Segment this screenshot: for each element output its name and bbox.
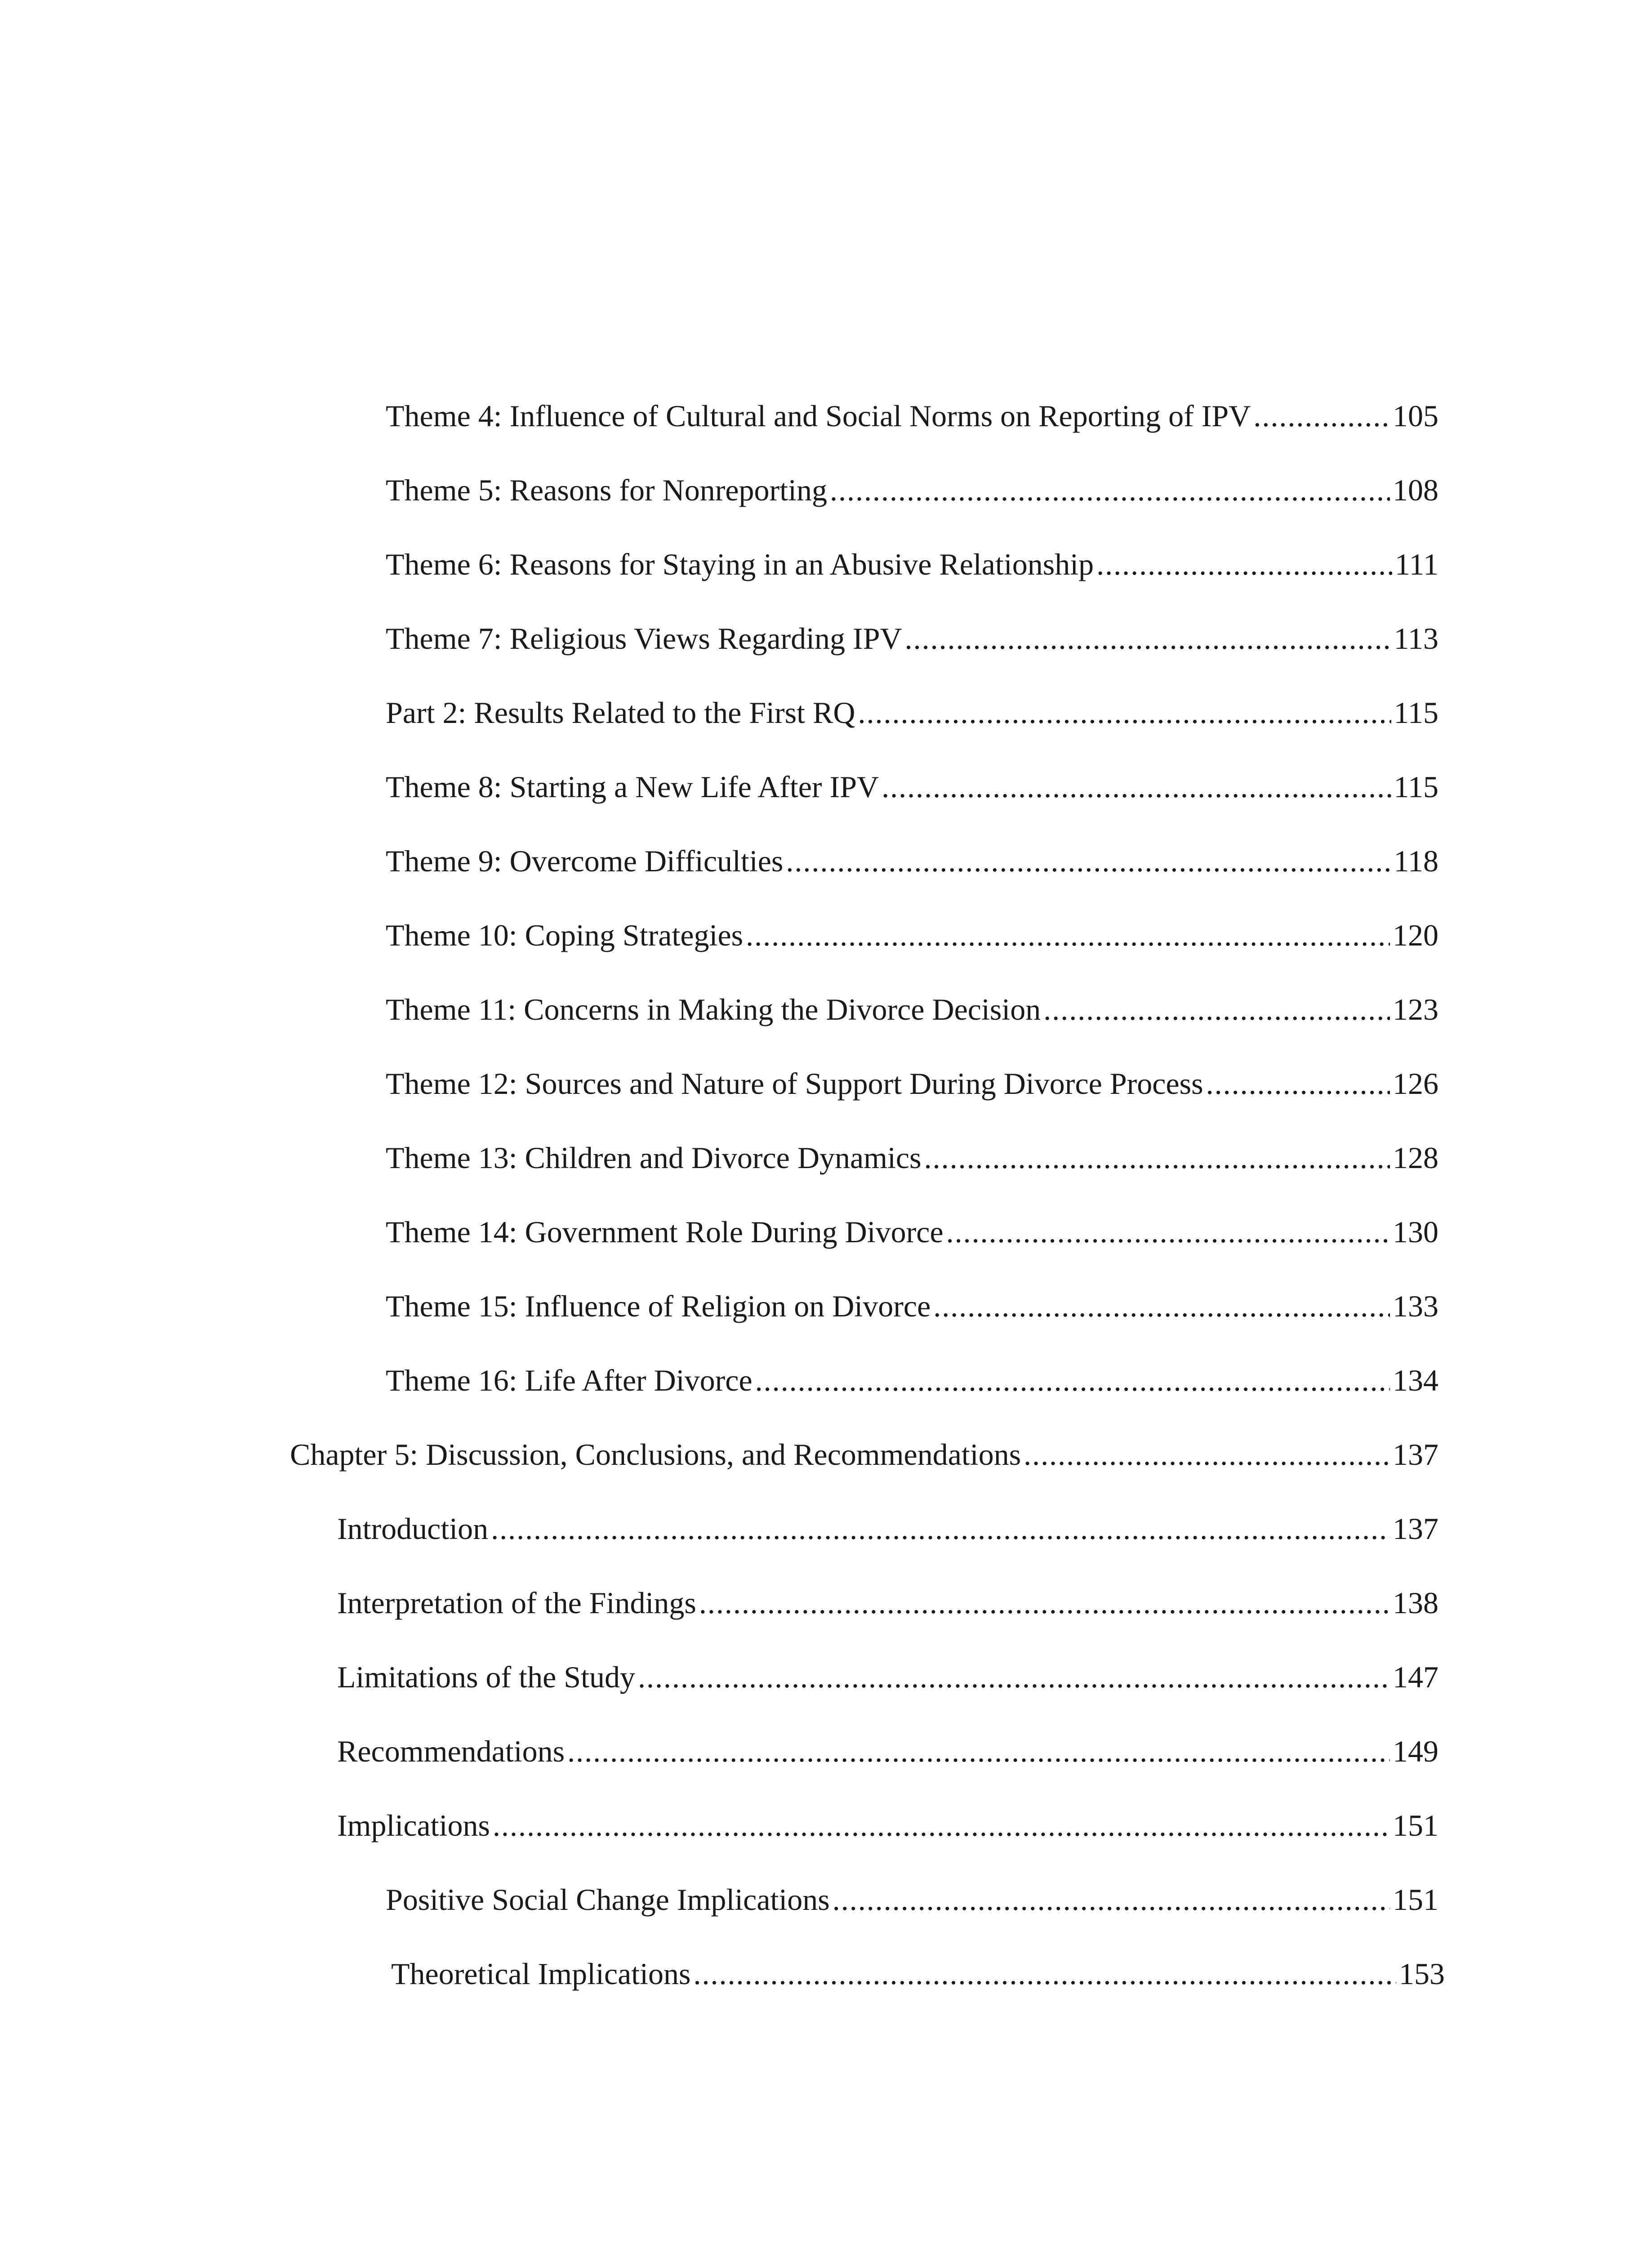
dot-leader bbox=[1206, 1063, 1390, 1104]
toc-entry-page: 123 bbox=[1393, 992, 1438, 1026]
toc-entry-title: Theme 7: Religious Views Regarding IPV bbox=[386, 621, 902, 656]
toc-entry-title: Recommendations bbox=[337, 1734, 565, 1768]
dot-leader bbox=[638, 1657, 1390, 1697]
toc-entry-page: 120 bbox=[1393, 918, 1438, 952]
toc-entry-theme-7[interactable] bbox=[386, 618, 1438, 659]
toc-entry-theme-5[interactable] bbox=[386, 470, 1438, 510]
dot-leader bbox=[567, 1731, 1390, 1771]
toc-entry-page: 115 bbox=[1394, 770, 1438, 804]
toc-entry-theme-12[interactable] bbox=[386, 1063, 1438, 1104]
toc-entry-theme-4[interactable] bbox=[386, 396, 1438, 436]
toc-entry-theme-10[interactable] bbox=[386, 915, 1438, 955]
dot-leader bbox=[882, 767, 1391, 807]
toc-entry-page: 128 bbox=[1393, 1141, 1438, 1175]
toc-entry-limitations[interactable] bbox=[337, 1657, 1438, 1697]
dot-leader bbox=[858, 692, 1391, 733]
toc-entry-implications[interactable] bbox=[337, 1805, 1438, 1846]
toc-entry-page: 130 bbox=[1393, 1215, 1438, 1249]
toc-entry-title: Theme 16: Life After Divorce bbox=[386, 1363, 753, 1397]
toc-entry-page: 113 bbox=[1394, 621, 1438, 656]
toc-entry-positive-social-change[interactable] bbox=[386, 1879, 1438, 1920]
toc-entry-title: Interpretation of the Findings bbox=[337, 1586, 696, 1620]
dot-leader bbox=[1253, 396, 1390, 436]
toc-entry-title: Theme 9: Overcome Difficulties bbox=[386, 844, 784, 878]
toc-entry-theme-8[interactable] bbox=[386, 767, 1438, 807]
toc-entry-page: 149 bbox=[1393, 1734, 1438, 1768]
toc-entry-page: 118 bbox=[1394, 844, 1438, 878]
toc-entry-title: Introduction bbox=[337, 1512, 489, 1546]
dot-leader bbox=[933, 1286, 1390, 1326]
toc-entry-title: Theme 5: Reasons for Nonreporting bbox=[386, 473, 827, 507]
toc-entry-title: Chapter 5: Discussion, Conclusions, and Recommendations bbox=[290, 1437, 1021, 1472]
toc-entry-title: Theme 8: Starting a New Life After IPV bbox=[386, 770, 879, 804]
toc-entry-page: 138 bbox=[1393, 1586, 1438, 1620]
dot-leader bbox=[1043, 989, 1390, 1030]
dot-leader bbox=[830, 470, 1390, 510]
toc-entry-title: Theme 12: Sources and Nature of Support During Divorce Process bbox=[386, 1066, 1203, 1101]
toc-entry-title: Theme 15: Influence of Religion on Divorce bbox=[386, 1289, 931, 1323]
toc-entry-title: Theme 6: Reasons for Staying in an Abusive Relationship bbox=[386, 547, 1094, 581]
dot-leader bbox=[1096, 544, 1392, 584]
toc-entry-title: Theme 14: Government Role During Divorce bbox=[386, 1215, 944, 1249]
toc-entry-title: Limitations of the Study bbox=[337, 1660, 635, 1694]
toc-entry-title: Positive Social Change Implications bbox=[386, 1882, 830, 1917]
dot-leader bbox=[924, 1137, 1390, 1178]
toc-entry-chapter-5[interactable] bbox=[290, 1434, 1438, 1475]
dot-leader bbox=[746, 915, 1390, 955]
toc-entry-theoretical-implications[interactable] bbox=[391, 1954, 1445, 1994]
toc-entry-theme-16[interactable] bbox=[386, 1360, 1438, 1401]
toc-entry-title: Part 2: Results Related to the First RQ bbox=[386, 696, 855, 730]
dot-leader bbox=[694, 1954, 1396, 1994]
toc-entry-title: Theme 13: Children and Divorce Dynamics bbox=[386, 1141, 922, 1175]
toc-entry-title: Implications bbox=[337, 1808, 490, 1842]
toc-entry-title: Theoretical Implications bbox=[391, 1957, 691, 1991]
toc-entry-page: 108 bbox=[1393, 473, 1438, 507]
dot-leader bbox=[786, 841, 1391, 881]
toc-entry-page: 137 bbox=[1393, 1512, 1438, 1546]
toc-entry-page: 111 bbox=[1395, 547, 1438, 581]
toc-entry-theme-9[interactable] bbox=[386, 841, 1438, 881]
toc-entry-theme-6[interactable] bbox=[386, 544, 1438, 584]
dot-leader bbox=[493, 1805, 1390, 1846]
toc-entry-title: Theme 4: Influence of Cultural and Social Norms on Reporting of IPV bbox=[386, 399, 1251, 433]
dot-leader bbox=[491, 1508, 1390, 1549]
dot-leader bbox=[1024, 1434, 1390, 1475]
dot-leader bbox=[905, 618, 1391, 659]
toc-entry-interpretation[interactable] bbox=[337, 1583, 1438, 1623]
toc-entry-page: 134 bbox=[1393, 1363, 1438, 1397]
toc-entry-page: 126 bbox=[1393, 1066, 1438, 1101]
toc-entry-page: 137 bbox=[1393, 1437, 1438, 1472]
toc-entry-page: 133 bbox=[1393, 1289, 1438, 1323]
toc-entry-page: 115 bbox=[1394, 696, 1438, 730]
toc-entry-theme-14[interactable] bbox=[386, 1212, 1438, 1252]
toc-entry-title: Theme 10: Coping Strategies bbox=[386, 918, 744, 952]
dot-leader bbox=[833, 1879, 1390, 1920]
toc-entry-page: 147 bbox=[1393, 1660, 1438, 1694]
toc-entry-theme-11[interactable] bbox=[386, 989, 1438, 1030]
toc-entry-introduction[interactable] bbox=[337, 1508, 1438, 1549]
toc-entry-part-2[interactable] bbox=[386, 692, 1438, 733]
toc-entry-page: 105 bbox=[1393, 399, 1438, 433]
dot-leader bbox=[755, 1360, 1390, 1401]
toc-entry-theme-15[interactable] bbox=[386, 1286, 1438, 1326]
toc-entry-page: 153 bbox=[1399, 1957, 1445, 1991]
toc-entry-page: 151 bbox=[1393, 1882, 1438, 1917]
toc-entry-recommendations[interactable] bbox=[337, 1731, 1438, 1771]
dot-leader bbox=[946, 1212, 1390, 1252]
toc-entry-page: 151 bbox=[1393, 1808, 1438, 1842]
dot-leader bbox=[699, 1583, 1390, 1623]
toc-entry-title: Theme 11: Concerns in Making the Divorce Decision bbox=[386, 992, 1041, 1026]
toc-entry-theme-13[interactable] bbox=[386, 1137, 1438, 1178]
